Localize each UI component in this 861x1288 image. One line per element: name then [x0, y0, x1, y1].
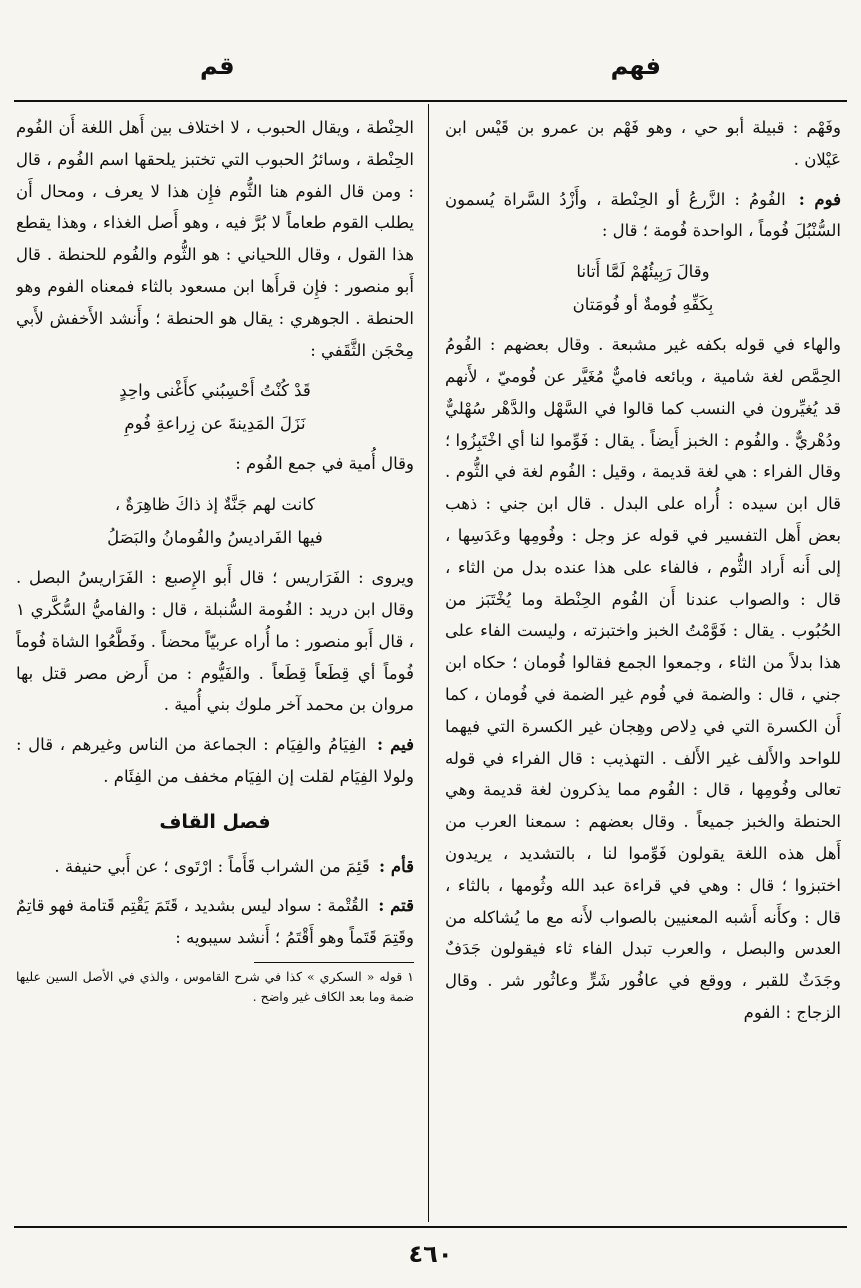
entry-fawm-continued-left: الحِنْطة ، ويقال الحبوب ، لا اختلاف بين أَهل اللغة أَن الفُوم الحِنْطة ، وسائرُ الحبوب التي تختبز يلحقها اسم الفُوم ، قال : ومن قال الفوم هنا الثُّوم فإِن هذا لا يعرف ، ومحال أَن يطلب القوم طعاماً لا بُرَّ فيه ، وهو أَصل الغذاء ، وهذا يقطع هذا القول ، وقال اللحياني : هو الثُّوم والفُوم للحنطة . قال أَبو منصور : فإِن قرأَها ابن مسعود بالثاء فمعناه الفوم وهو الحنطة . الجوهري : يقال هو الحنطة ؛ وأَنشد الأَخفش لأَبي مِحْجَن الثَّقَفي :: [16, 118, 414, 360]
verse-line: بِكَفِّهِ فُومةٌ أو فُومَتان: [572, 295, 714, 315]
headword-qatam: قتم :: [378, 896, 414, 916]
verse-line: كانت لهم جَنَّةٌ إذ ذاكَ ظاهِرَةٌ ،: [114, 495, 316, 515]
umayya-intro: وقال أُمية في جمع الفُوم :: [235, 454, 414, 474]
bottom-rule: [14, 1226, 847, 1228]
entry-fiam: [16, 729, 414, 793]
right-column: [445, 112, 841, 1217]
verse-block: [16, 374, 414, 440]
entry-qatam-text: القُتْمة : سواد ليس بشديد ، قَتَمَ يَقْتِم قَتامة فهو قاتِمٌ وقَتِمَ قَتَماً وهو أَقْتَمُ ؛ أَنشد سيبويه :: [16, 896, 414, 948]
footnote-rule: [254, 962, 414, 963]
headword-fiam: فيم :: [376, 735, 414, 755]
section-title: فصل القاف: [159, 810, 271, 833]
verse-line: قَدْ كُنْتُ أَحْسِبُني كأَغْنى واحِدٍ: [119, 381, 311, 401]
column-divider: [428, 104, 429, 1222]
entry-fawm-text: الفُومُ : الزَّرعُ أو الحِنْطة ، وأَزْدُ السَّراة يُسمون السُّنْبُلَ فُوماً ، الواحدة فُومة ؛ قال :: [445, 189, 841, 241]
running-head-right: فهم: [610, 52, 661, 80]
entry-fawm-continued: والهاء في قوله بكفه غير مشبعة . وقال بعضهم : الفُومُ الحِمَّص لغة شامية ، وبائعه فاميٌّ مُغَيَّر عن فُوميّ ، لأَنهم قد يُغيِّرون في النسب كما قالوا في السَّهْل والدَّهْر سُهْليٌّ ودُهْريٌّ . والفُوم : الخبز أَيضاً . يقال : فَوِّموا لنا أي اخْتَبِزُوا ؛ وقال الفراء : هي لغة قديمة ، وقيل : الفُوم لغة في الثُّوم . قال ابن سيده : أُراه على البدل . قال ابن جني : ذهب بعض أَهل التفسير في قوله عز وجل : وفُومِها وعَدَسِها ، إلى أَنه أَراد الثُّوم ، فالفاء على هذا عنده بدل من الثاء ، قال : والصواب عندنا أَن الفُوم الحِنْطة وما يُخْتَبَز من الحُبُوب . يقال : فَوَّمْتُ الخبز واختبزته ، وليست الفاء على هذا بدلاً من الثاء ، وجمعوا الجمع فقالوا فُومان ؛ حكاه ابن جني ، قال : والضمة في فُوم غير الضمة في فُومان ، كما أَن الكسرة التي في دِلاص وهِجان غير الكسرة التي فيهما للواحد والأَلف غير الأَلف . التهذيب : قال الفراء في قوله تعالى وفُومِها ، قال : الفُوم مما يذكرون لغة قديمة وهي الحنطة والخبز جميعاً . وقال بعضهم : سمعنا العرب من أَهل هذه اللغة يقولون فَوِّموا لنا ، بالتشديد ، يريدون اختبزوا ؛ قال : وهي في قراءة عبد الله وثُومها ، بالثاء ، قال : وكأَنه أَشبه المعنيين بالصواب لأَنه مع ما يُشاكله من العدس والبصل ، والعرب تبدل الفاء ثاء فيقولون جَدَفٌ وجَدَثٌ للقبر ، ووقع في عافُور شَرٍّ وعاثُور شر . وقال الزجاج : الفوم: [445, 335, 841, 1022]
entry-fiam-text: الفِيَامُ والفِيَام : الجماعة من الناس وغيرهم ، قال : ولولا الفِيَام لقلت إن الفِيَام مخفف من الفِئَام .: [16, 735, 414, 786]
headword-qaam: قأم :: [379, 856, 414, 876]
entry-qaam-text: قَئِمَ من الشراب قَأَماً : ارْتَوى ؛ عن أَبي حنيفة .: [54, 856, 370, 876]
verse-block: [16, 488, 414, 554]
entry-fawm: [445, 184, 841, 248]
headword-fawm: فوم :: [798, 189, 841, 209]
entry-fahm-tail: وفَهْم : قبيلة أبو حي ، وهو فَهْم بن عمرو بن قَيْس ابن عَيْلان .: [445, 118, 841, 169]
running-head-left: قم: [200, 52, 235, 80]
verse-line: وقالَ رَبِيئُهُمْ لَمَّا أَتانا: [576, 262, 710, 282]
entry-qatam: [16, 890, 414, 954]
verse-line: نَزَلَ المَدِينةَ عن زِراعةِ فُومِ: [124, 414, 306, 434]
verse-block: [445, 255, 841, 321]
entry-qaam: [16, 851, 414, 883]
entry-fawm-end: ويروى : الفَرَاريس ؛ قال أَبو الإِصبع : الفَرَاريسُ البصل . وقال ابن دريد : الفُومة السُّنبلة ، قال : والفاميُّ السُّكَّري ١ ، قال أَبو منصور : ما أُراه عربيّاً محضاً . وفَطَّعُوا الشاة فُوماً فُوماً أي قِطَعاً قِطَعاً . والفَيُّوم : من أَرض مصر قتل بها مروان بن محمد آخر ملوك بني أُمية .: [16, 568, 414, 715]
verse-line: فيها الفَراديسُ والفُومانُ والبَصَلُ: [107, 528, 323, 548]
top-rule: [14, 100, 847, 102]
left-column: [16, 112, 414, 1217]
page-number: ٤٦٠: [408, 1240, 453, 1268]
footnote: ١ قوله « السكري » كذا في شرح القاموس ، والذي في الأصل السين عليها ضمة وما بعد الكاف غير واضح .: [16, 968, 414, 1004]
